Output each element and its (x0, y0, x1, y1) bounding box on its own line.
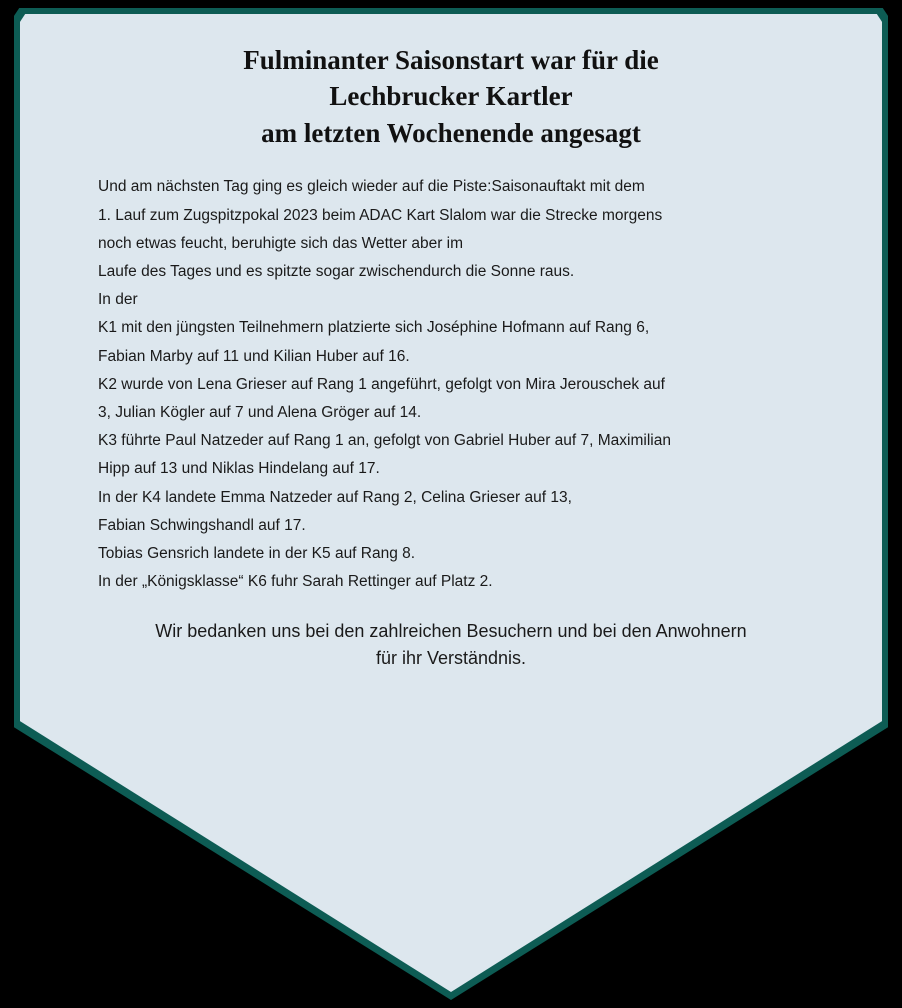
body-line: Laufe des Tages und es spitzte sogar zwischendurch die Sonne raus. (98, 262, 575, 280)
body-line: Tobias Gensrich landete in der K5 auf Rang 8. (98, 544, 416, 562)
article-body (20, 151, 882, 596)
body-line: In der (98, 291, 138, 309)
closing-line: für ihr Verständnis. (375, 648, 527, 669)
body-line: In der K4 landete Emma Natzeder auf Rang 2, Celina Grieser auf 13, (98, 488, 572, 506)
headline-line-2: Lechbrucker Kartler (329, 81, 573, 112)
body-line: 3, Julian Kögler auf 7 und Alena Gröger auf 14. (98, 403, 422, 421)
body-line: K2 wurde von Lena Grieser auf Rang 1 angeführt, gefolgt von Mira Jerouschek auf (98, 375, 665, 393)
body-line: noch etwas feucht, beruhigte sich das Wetter aber im (98, 234, 464, 252)
banner-content (20, 14, 882, 992)
headline-line-1: Fulminanter Saisonstart war für die (243, 45, 659, 75)
body-line: Und am nächsten Tag ging es gleich wieder auf die Piste:Saisonauftakt mit dem (98, 178, 645, 196)
headline-line-3: am letzten Wochenende angesagt (261, 117, 641, 148)
body-line: In der „Königsklasse“ K6 fuhr Sarah Rettinger auf Platz 2. (98, 573, 493, 591)
closing-note (20, 596, 882, 672)
body-line: Fabian Marby auf 11 und Kilian Huber auf 16. (98, 347, 410, 365)
body-line: K3 führte Paul Natzeder auf Rang 1 an, gefolgt von Gabriel Huber auf 7, Maximilian (98, 432, 671, 450)
body-line: Fabian Schwingshandl auf 17. (98, 516, 306, 534)
body-line: 1. Lauf zum Zugspitzpokal 2023 beim ADAC Kart Slalom war die Strecke morgens (98, 206, 663, 224)
closing-line: Wir bedanken uns bei den zahlreichen Besuchern und bei den Anwohnern (155, 621, 747, 642)
page-title (20, 14, 882, 151)
body-line: K1 mit den jüngsten Teilnehmern platzierte sich Joséphine Hofmann auf Rang 6, (98, 319, 650, 337)
body-line: Hipp auf 13 und Niklas Hindelang auf 17. (98, 460, 380, 478)
